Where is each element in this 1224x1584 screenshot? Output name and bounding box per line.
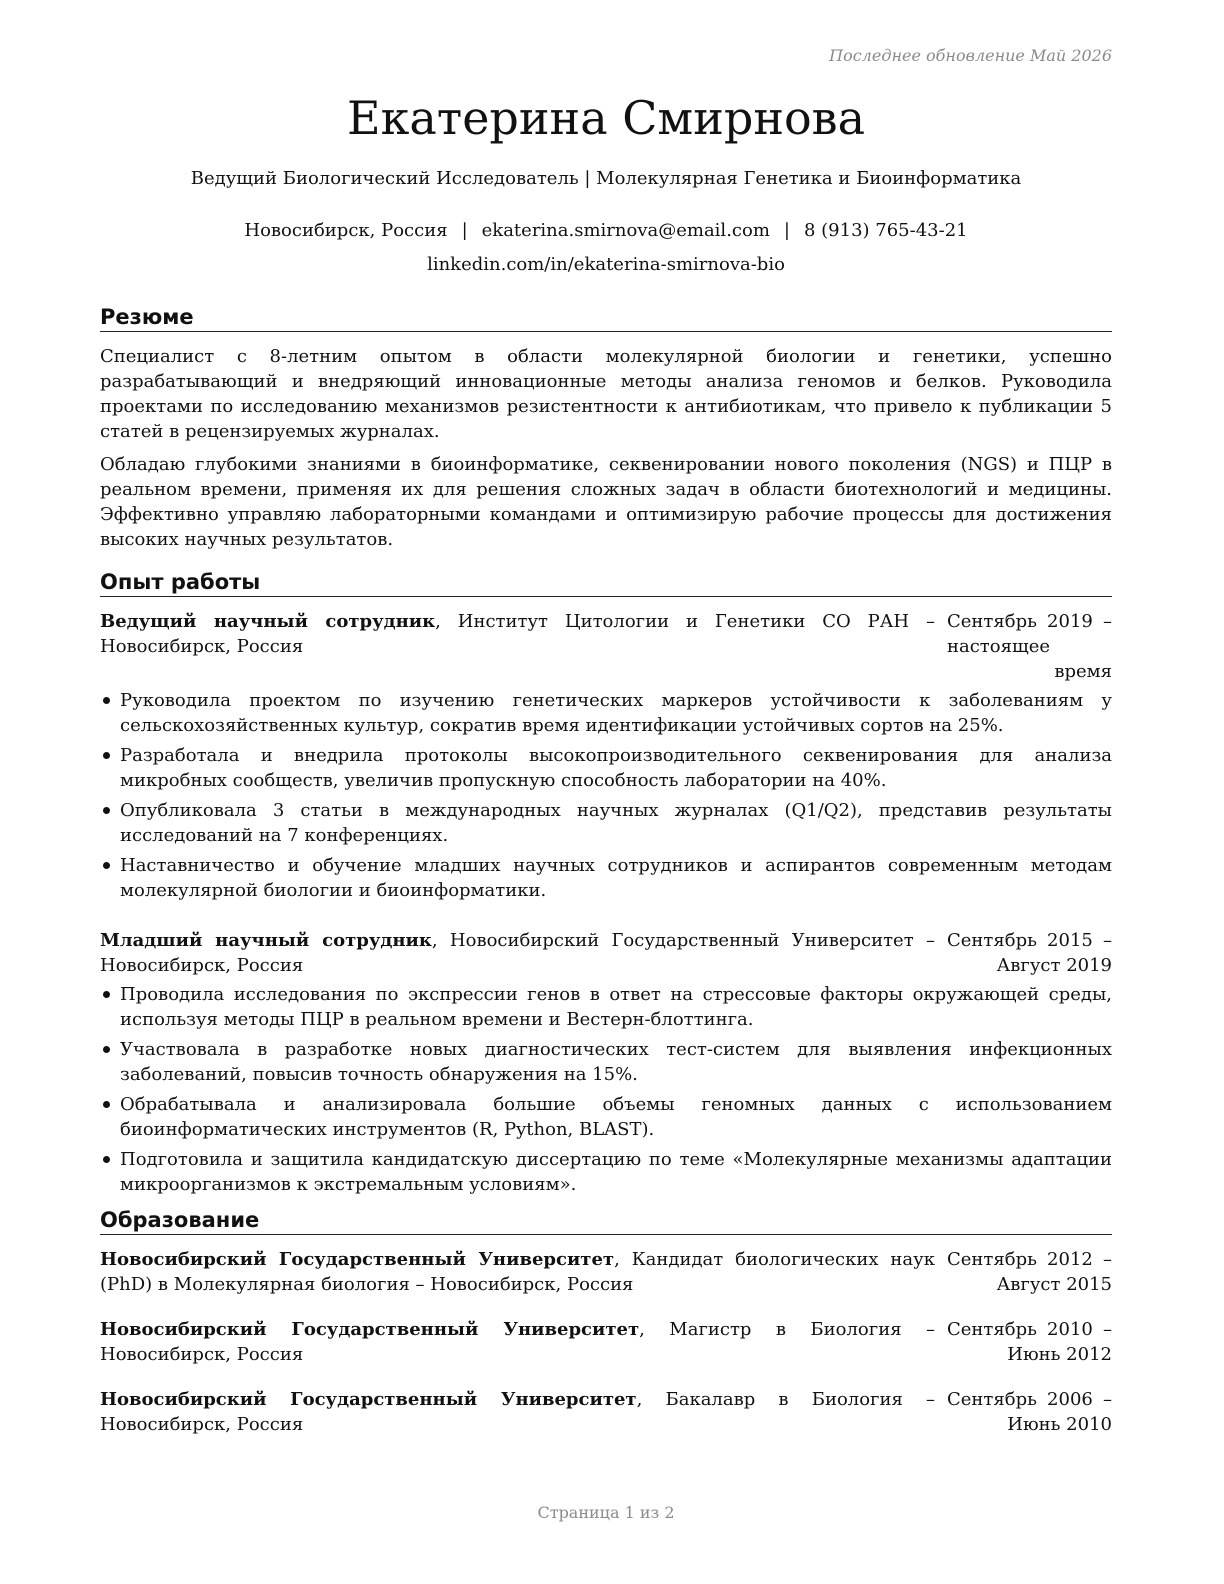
school-name: Новосибирский Государственный Университет bbox=[100, 1319, 640, 1340]
education-entry bbox=[100, 1247, 1112, 1297]
summary-paragraph: Обладаю глубокими знаниями в биоинформатике, секвенировании нового поколения (NGS) и ПЦР в реальном времени, применяя их для решения сложных задач в области биотехнологий и медицины. Эффективно управляю лабораторными командами и оптимизирую рабочие процессы для достижения высоких научных результатов. bbox=[100, 454, 1112, 550]
education-line bbox=[100, 1247, 935, 1297]
education-header bbox=[100, 1317, 1112, 1367]
education-dates: Сентябрь 2010 – Июнь 2012 bbox=[947, 1319, 1112, 1365]
page-number: Страница 1 из 2 bbox=[537, 1503, 675, 1522]
job-header bbox=[100, 928, 1112, 978]
candidate-title: Ведущий Биологический Исследователь | Молекулярная Генетика и Биоинформатика bbox=[190, 168, 1022, 189]
job-dates: Сентябрь 2015 – Август 2019 bbox=[947, 930, 1112, 976]
list-item: Проводила исследования по экспрессии генов в ответ на стрессовые факторы окружающей среды, используя методы ПЦР в реальном времени и Вестерн-блоттинга. bbox=[100, 982, 1112, 1032]
list-item: Участвовала в разработке новых диагностических тест-систем для выявления инфекционных заболеваний, повысив точность обнаружения на 15%. bbox=[100, 1037, 1112, 1087]
contact-separator: | bbox=[783, 220, 790, 241]
contact-separator: | bbox=[461, 220, 468, 241]
section-title-education: Образование bbox=[100, 1206, 1112, 1235]
candidate-name: Екатерина Смирнова bbox=[347, 91, 865, 145]
list-item: Наставничество и обучение младших научных сотрудников и аспирантов современным методам молекулярной биологии и биоинформатики. bbox=[100, 853, 1112, 903]
education-line bbox=[100, 1317, 935, 1367]
education-header bbox=[100, 1247, 1112, 1297]
email-link[interactable]: ekaterina.smirnova@email.com bbox=[481, 220, 770, 241]
education-entry bbox=[100, 1387, 1112, 1437]
last-updated: Последнее обновление Май 2026 bbox=[829, 46, 1112, 65]
job-org: , Новосибирский Государственный Университет – Новосибирск, Россия bbox=[100, 930, 935, 976]
section-title-experience: Опыт работы bbox=[100, 568, 1112, 597]
job-role: Младший научный сотрудник bbox=[100, 930, 432, 951]
education-header bbox=[100, 1387, 1112, 1437]
job-org: , Институт Цитологии и Генетики СО РАН – Новосибирск, Россия bbox=[100, 611, 935, 657]
degree-detail: , Кандидат биологических наук (PhD) в Молекулярная биология – Новосибирск, Россия bbox=[100, 1249, 936, 1295]
list-item: Разработала и внедрила протоколы высокопроизводительного секвенирования для анализа микробных сообществ, увеличив пропускную способность лаборатории на 40%. bbox=[100, 743, 1112, 793]
list-item: Руководила проектом по изучению генетических маркеров устойчивости к заболеваниям у сельскохозяйственных культур, сократив время идентификации устойчивых сортов на 25%. bbox=[100, 688, 1112, 738]
education-dates: Сентябрь 2012 – Август 2015 bbox=[947, 1249, 1112, 1295]
degree-detail: , Магистр в Биология – Новосибирск, Россия bbox=[100, 1319, 935, 1365]
summary-paragraph: Специалист с 8-летним опытом в области молекулярной биологии и генетики, успешно разрабатывающий и внедряющий инновационные методы анализа геномов и белков. Руководила проектами по исследованию механизмов резистентности к антибиотикам, что привело к публикации 5 статей в рецензируемых журналах. bbox=[100, 346, 1112, 442]
list-item: Подготовила и защитила кандидатскую диссертацию по теме «Молекулярные механизмы адаптации микроорганизмов к экстремальным условиям». bbox=[100, 1147, 1112, 1197]
job-header bbox=[100, 609, 1112, 684]
list-item: Опубликовала 3 статьи в международных научных журналах (Q1/Q2), представив результаты исследований на 7 конференциях. bbox=[100, 798, 1112, 848]
education-entry bbox=[100, 1317, 1112, 1367]
job-role: Ведущий научный сотрудник bbox=[100, 611, 436, 632]
location: Новосибирск, Россия bbox=[244, 220, 448, 241]
phone: 8 (913) 765-43-21 bbox=[803, 220, 968, 241]
job-title-line bbox=[100, 928, 935, 978]
resume-content bbox=[100, 303, 1112, 1437]
job-title-line bbox=[100, 609, 935, 659]
job-bullets bbox=[100, 688, 1112, 903]
education-dates: Сентябрь 2006 – Июнь 2010 bbox=[947, 1389, 1112, 1435]
contact-line bbox=[100, 218, 1112, 243]
school-name: Новосибирский Государственный Университет bbox=[100, 1389, 637, 1410]
job-bullets bbox=[100, 982, 1112, 1197]
education-line bbox=[100, 1387, 935, 1437]
section-title-summary: Резюме bbox=[100, 303, 1112, 332]
degree-detail: , Бакалавр в Биология – Новосибирск, Россия bbox=[100, 1389, 935, 1435]
list-item: Обрабатывала и анализировала большие объемы геномных данных с использованием биоинформатических инструментов (R, Python, BLAST). bbox=[100, 1092, 1112, 1142]
linkedin-link[interactable]: linkedin.com/in/ekaterina-smirnova-bio bbox=[427, 254, 785, 275]
job-entry bbox=[100, 928, 1112, 1197]
job-entry bbox=[100, 609, 1112, 903]
school-name: Новосибирский Государственный Университет bbox=[100, 1249, 615, 1270]
job-dates: Сентябрь 2019 – настоящее время bbox=[947, 611, 1112, 682]
